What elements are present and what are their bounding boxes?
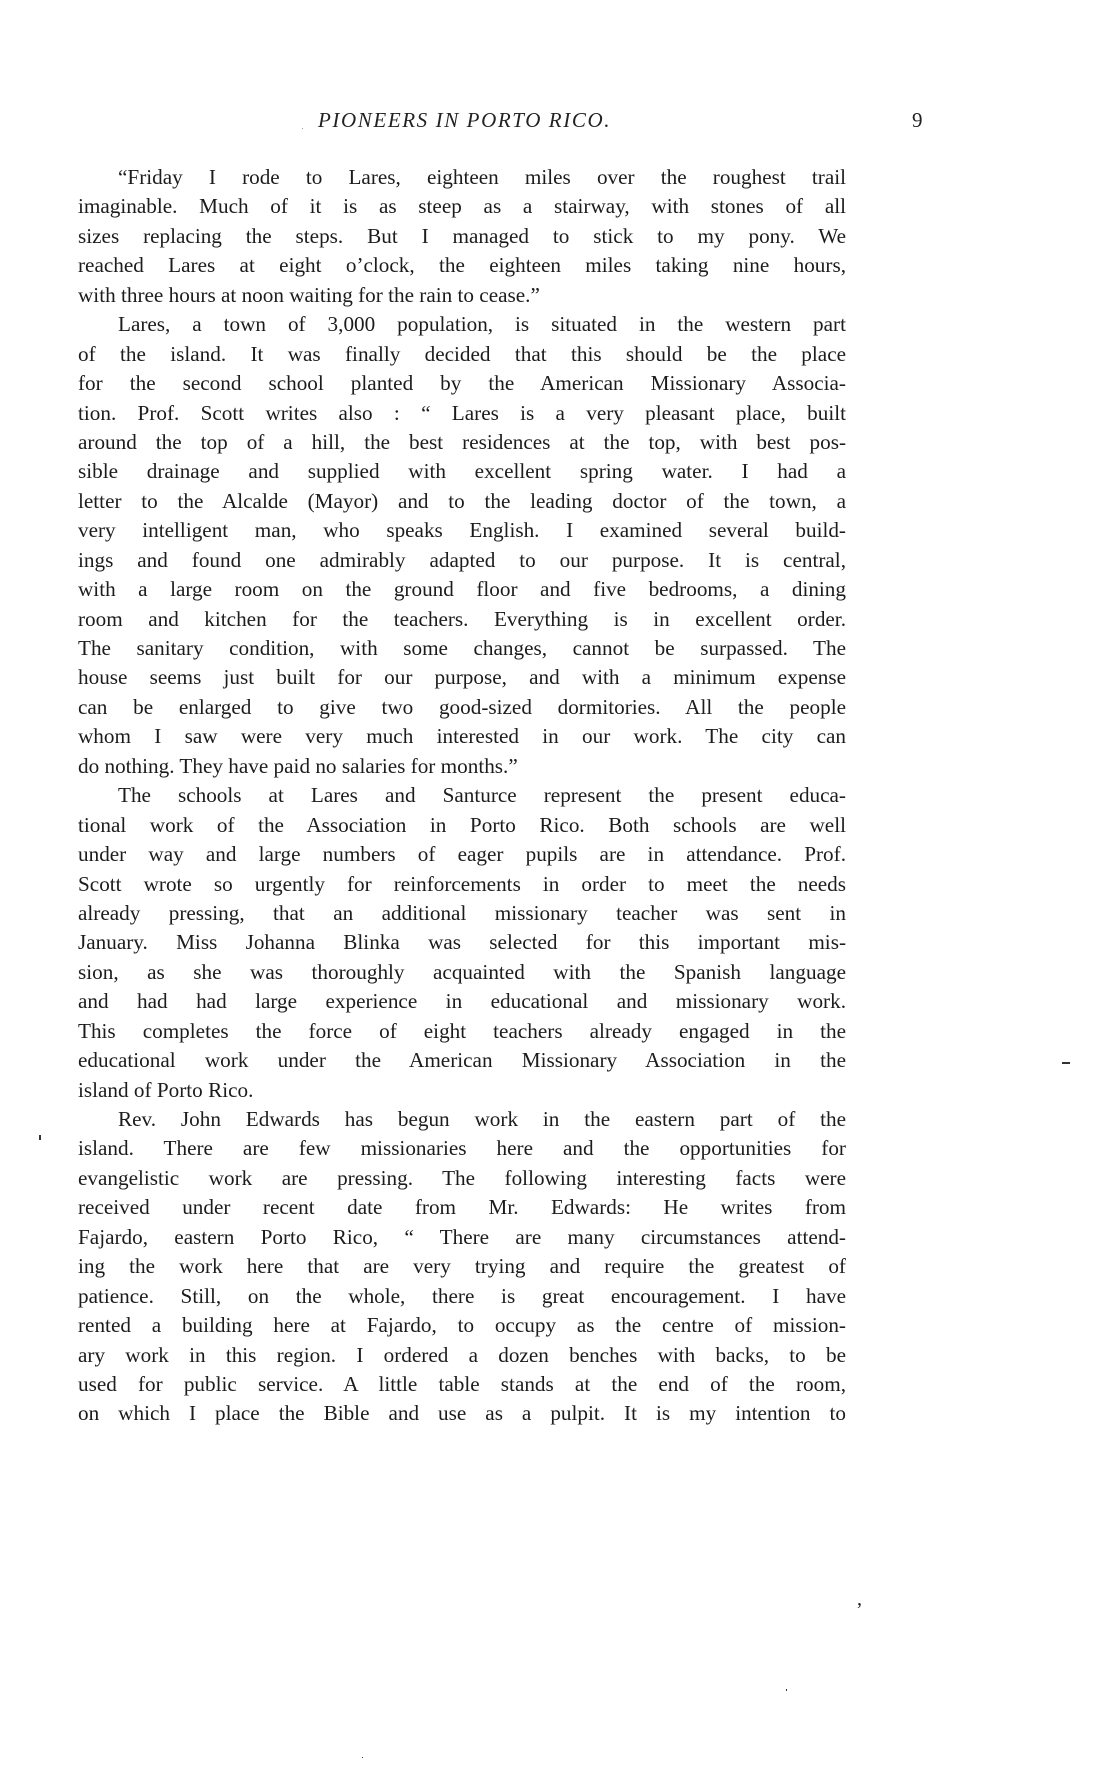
text-line: ary work in this region. I ordered a dozen benches with backs, to be: [78, 1342, 846, 1367]
text-line: Rev. John Edwards has begun work in the eastern part of the: [118, 1107, 846, 1131]
text-line: tion. Prof. Scott writes also : “ Lares is a very pleasant place, built: [78, 400, 846, 425]
running-title: PIONEERS IN PORTO RICO.: [318, 108, 612, 132]
text-line: Scott wrote so urgently for reinforcements in order to meet the needs: [78, 871, 846, 896]
running-head: [0, 100, 1112, 140]
paragraph-3: [78, 781, 846, 1105]
text-line: very intelligent man, who speaks English. I examined several build-: [78, 518, 846, 543]
text-line: under way and large numbers of eager pupils are in attendance. Prof.: [78, 842, 846, 867]
text-line: received under recent date from Mr. Edwards: He writes from: [78, 1195, 846, 1220]
margin-apostrophe-mark: ’: [856, 1599, 863, 1621]
paragraph-2: [78, 310, 846, 781]
text-line: of the island. It was finally decided that this should be the place: [78, 341, 846, 366]
body-text: [78, 163, 846, 1429]
text-line: sizes replacing the steps. But I managed to stick to my pony. We: [78, 223, 846, 248]
text-line: for the second school planted by the American Missionary Associa-: [78, 371, 846, 396]
text-line: reached Lares at eight o’clock, the eighteen miles taking nine hours,: [78, 253, 846, 278]
text-line: tional work of the Association in Porto Rico. Both schools are well: [78, 812, 846, 837]
text-line: ings and found one admirably adapted to our purpose. It is central,: [78, 547, 846, 572]
scan-speck: [362, 1757, 363, 1758]
scan-speck: [786, 1689, 787, 1691]
page-number: 9: [912, 108, 923, 132]
text-line: around the top of a hill, the best residences at the top, with best pos-: [78, 429, 846, 454]
text-line: sion, as she was thoroughly acquainted with the Spanish language: [78, 959, 846, 984]
text-line: rented a building here at Fajardo, to occupy as the centre of mission-: [78, 1313, 846, 1338]
text-line: January. Miss Johanna Blinka was selected for this important mis-: [78, 930, 846, 955]
paragraph-4: [78, 1105, 846, 1429]
text-line: with three hours at noon waiting for the rain to cease.”: [78, 282, 540, 307]
text-line: already pressing, that an additional missionary teacher was sent in: [78, 900, 846, 925]
text-line: Fajardo, eastern Porto Rico, “ There are many circumstances attend-: [78, 1224, 846, 1249]
text-line: “Friday I rode to Lares, eighteen miles over the roughest trail: [118, 165, 846, 189]
text-line: on which I place the Bible and use as a pulpit. It is my intention to: [78, 1401, 846, 1426]
text-line: The sanitary condition, with some changes, cannot be surpassed. The: [78, 636, 846, 660]
text-line: sible drainage and supplied with excellent spring water. I had a: [78, 459, 846, 484]
text-line: imaginable. Much of it is as steep as a stairway, with stones of all: [78, 194, 846, 219]
text-line: ing the work here that are very trying and require the greatest of: [78, 1254, 846, 1279]
text-line: and had had large experience in educational and missionary work.: [78, 989, 846, 1014]
text-line: island. There are few missionaries here and the opportunities for: [78, 1136, 846, 1161]
text-line: do nothing. They have paid no salaries for months.”: [78, 753, 518, 778]
scan-speck: [302, 128, 303, 129]
scan-speck: [1062, 1062, 1070, 1064]
text-line: house seems just built for our purpose, and with a minimum expense: [78, 665, 846, 690]
text-line: The schools at Lares and Santurce represent the present educa-: [118, 783, 846, 808]
text-line: whom I saw were very much interested in our work. The city can: [78, 724, 846, 749]
text-line: This completes the force of eight teachers already engaged in the: [78, 1018, 846, 1043]
paragraph-1: [78, 163, 846, 310]
text-line: island of Porto Rico.: [78, 1077, 254, 1102]
text-line: with a large room on the ground floor and five bedrooms, a dining: [78, 577, 846, 602]
scan-speck: [39, 1135, 41, 1140]
text-line: used for public service. A little table stands at the end of the room,: [78, 1371, 846, 1396]
text-line: evangelistic work are pressing. The following interesting facts were: [78, 1165, 846, 1190]
text-line: patience. Still, on the whole, there is great encouragement. I have: [78, 1283, 846, 1308]
text-line: room and kitchen for the teachers. Everything is in excellent order.: [78, 606, 846, 631]
text-line: can be enlarged to give two good-sized dormitories. All the people: [78, 694, 846, 719]
text-line: letter to the Alcalde (Mayor) and to the leading doctor of the town, a: [78, 488, 846, 513]
text-line: Lares, a town of 3,000 population, is situated in the western part: [118, 312, 846, 337]
text-line: educational work under the American Missionary Association in the: [78, 1048, 846, 1073]
